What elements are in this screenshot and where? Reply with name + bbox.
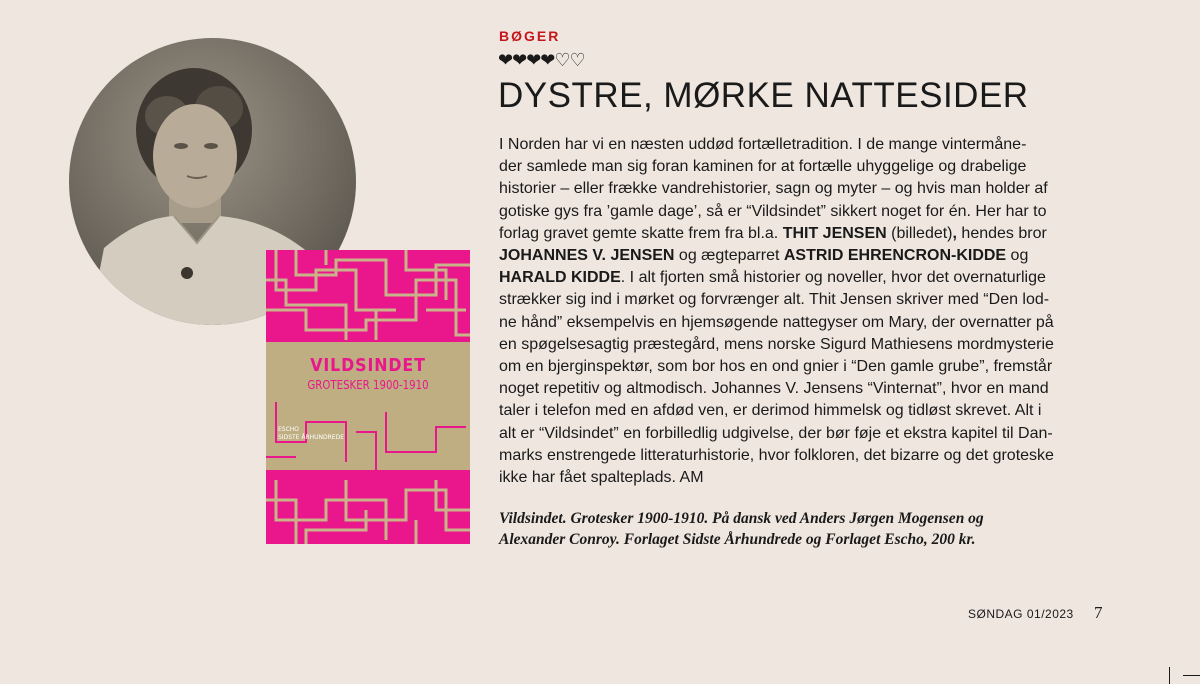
body-line	[499, 267, 1079, 289]
author-name-johannes-v-jensen: JOHANNES V. JENSEN	[499, 247, 675, 265]
heart-empty-icon: ♡	[554, 50, 570, 71]
author-name-thit-jensen: THIT JENSEN	[782, 224, 887, 242]
body-line	[499, 245, 1079, 267]
body-line: en spøgelsesagtig præstegård, mens norske Sigurd Mathiesens mordmysterie	[499, 335, 1054, 353]
body-text: . I alt fjorten små historier og noveller, hvor det overnaturlige	[620, 269, 1046, 287]
author-name-astrid-ehrencron-kidde: ASTRID EHRENCRON-KIDDE	[783, 247, 1007, 265]
heart-filled-icon: ❤	[498, 50, 513, 71]
cover-title: VILDSINDET	[310, 355, 426, 376]
body-line	[499, 223, 1079, 245]
body-line: ne hånd” eksempelvis en hjemsøgende nattegyser om Mary, der overnatter på	[499, 313, 1054, 331]
heart-filled-icon: ❤	[512, 50, 527, 71]
issue-label: SØNDAG 01/2023	[968, 607, 1074, 621]
author-name-harald-kidde: HARALD KIDDE	[499, 269, 621, 287]
body-line: strækker sig ind i mørket og forvrænger alt. Thit Jensen skriver med “Den lod-	[499, 291, 1050, 309]
body-line: om en bjerginspektør, som bor hos en ond gnier i “Den gamle grube”, fremstår	[499, 358, 1053, 376]
body-line: alt er “Vildsindet” en forbilledlig udgivelse, der bør føje et ekstra kapitel til Dan-	[499, 424, 1053, 442]
heart-filled-icon: ❤	[540, 50, 555, 71]
body-comma: ,	[952, 224, 957, 242]
body-text: (billedet)	[886, 224, 953, 242]
body-line: ikke har fået spalteplads. AM	[499, 469, 704, 487]
body-line: historier – eller frække vandrehistorier, sagn og myter – og hvis man holder af	[499, 180, 1048, 198]
body-text: hendes bror	[956, 224, 1047, 242]
heart-empty-icon: ♡	[569, 50, 585, 71]
crop-mark	[1169, 667, 1170, 684]
book-credit	[499, 508, 1079, 550]
cover-subtitle: GROTESKER 1900-1910	[307, 378, 429, 392]
body-text: forlag gravet gemte skatte frem fra bl.a.	[499, 224, 783, 242]
body-text: og ægteparret	[674, 247, 784, 265]
cover-publishers	[278, 426, 344, 442]
article-headline: DYSTRE, MØRKE NATTESIDER	[498, 76, 1029, 115]
body-line: der samlede man sig foran kaminen for at fortælle uhyggelige og drabelige	[499, 158, 1027, 176]
body-line: noget repetitiv og altmodisch. Johannes V. Jensens “Vinternat”, hvor en mand	[499, 380, 1049, 398]
section-label: BØGER	[499, 28, 561, 44]
body-line: I Norden har vi en næsten uddød fortælletradition. I de mange vintermåne-	[499, 136, 1027, 153]
body-text: og	[1006, 247, 1029, 265]
credit-line: Alexander Conroy. Forlaget Sidste Århundrede og Forlaget Escho, 200 kr.	[499, 531, 976, 548]
book-cover	[266, 250, 470, 544]
cover-publisher-1: ESCHO	[278, 426, 300, 433]
crop-mark	[1183, 675, 1200, 676]
page-number: 7	[1094, 603, 1103, 622]
cover-publisher-2: SIDSTE ÅRHUNDREDE	[278, 434, 345, 441]
rating	[498, 52, 585, 70]
body-line: gotiske gys fra ’gamle dage’, så er “Vildsindet” sikkert noget for én. Her har to	[499, 202, 1047, 220]
credit-line: Vildsindet. Grotesker 1900-1910. På dansk ved Anders Jørgen Mogensen og	[499, 510, 984, 527]
article-body	[499, 134, 1079, 489]
body-line: marks enstrengede litteraturhistorie, hvor folkloren, det bizarre og det groteske	[499, 446, 1054, 464]
body-line: taler i telefon med en afdød ven, er derimod himmelsk og tidløst skrevet. Alt i	[499, 402, 1042, 420]
heart-filled-icon: ❤	[526, 50, 541, 71]
